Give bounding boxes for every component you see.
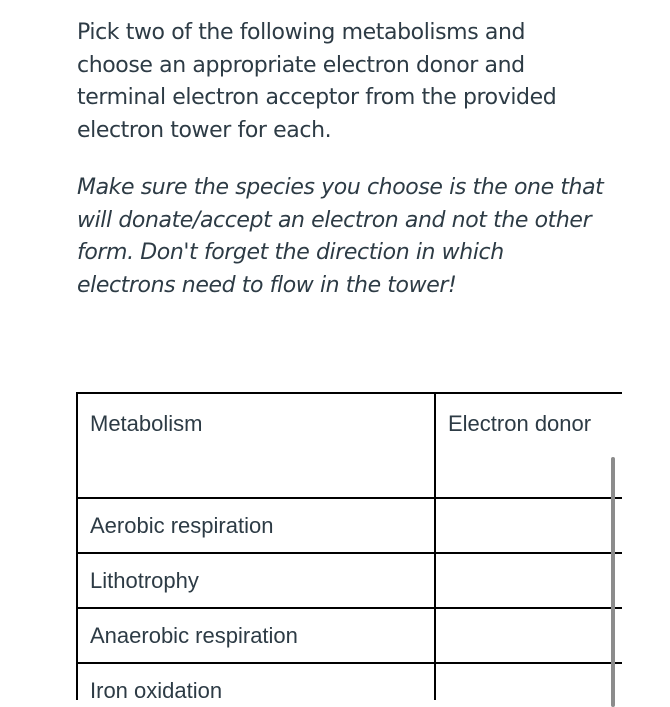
header-electron-donor: Electron donor xyxy=(435,393,622,498)
metabolism-table xyxy=(76,392,622,700)
donor-cell[interactable] xyxy=(435,498,622,553)
metabolism-cell: Iron oxidation xyxy=(77,663,435,700)
metabolism-table-container xyxy=(76,392,622,700)
table-header-row xyxy=(77,393,622,498)
header-metabolism: Metabolism xyxy=(77,393,435,498)
table-row xyxy=(77,608,622,663)
metabolism-cell: Anaerobic respiration xyxy=(77,608,435,663)
table-row xyxy=(77,663,622,700)
metabolism-cell: Lithotrophy xyxy=(77,553,435,608)
table-row xyxy=(77,553,622,608)
instructions-paragraph: Pick two of the following metabolisms and choose an appropriate electron donor and terminal electron acceptor from the provided electron tower for each. xyxy=(77,20,557,143)
donor-cell[interactable] xyxy=(435,608,622,663)
instructions-note: Make sure the species you choose is the one that will donate/accept an electron and not the other form. Don't forget the direction in which electrons need to flow in the tower! xyxy=(77,175,604,298)
table-row xyxy=(77,498,622,553)
table-scrollbar[interactable] xyxy=(611,457,615,707)
metabolism-cell: Aerobic respiration xyxy=(77,498,435,553)
donor-cell[interactable] xyxy=(435,663,622,700)
donor-cell[interactable] xyxy=(435,553,622,608)
